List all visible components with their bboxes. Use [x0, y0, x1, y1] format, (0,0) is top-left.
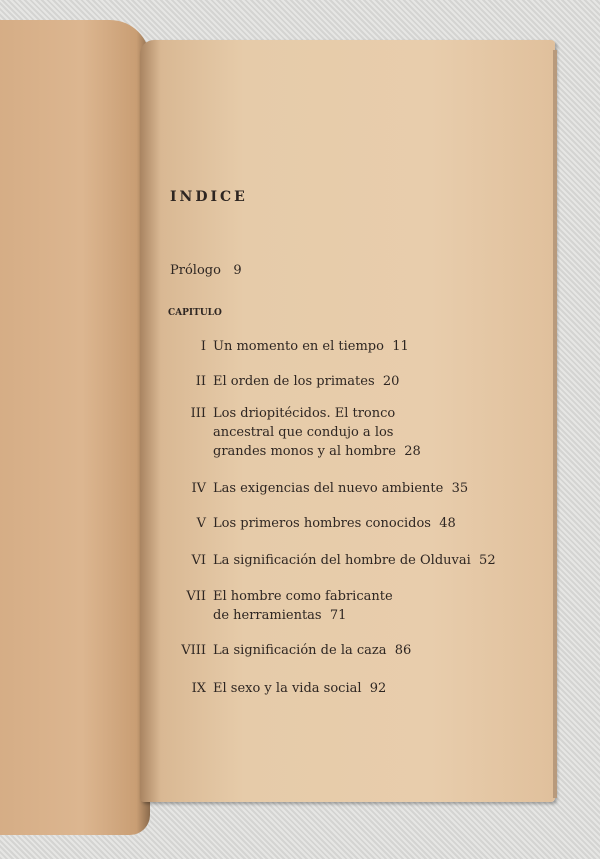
prologue-entry — [170, 261, 242, 280]
chapter-page: 35 — [451, 481, 469, 496]
chapter-page: 20 — [382, 374, 400, 389]
chapter-numeral: I — [200, 339, 206, 354]
page-edge — [553, 50, 557, 798]
toc-entry-line — [213, 606, 346, 625]
chapter-title: de herramientas — [213, 608, 322, 623]
left-page — [0, 20, 150, 835]
chapter-title: ancestral que condujo a los — [213, 425, 394, 440]
chapter-title: El sexo y la vida social — [213, 681, 362, 696]
prologue-label: Prólogo — [170, 263, 221, 278]
chapter-numeral: VII — [186, 589, 206, 604]
chapter-title: grandes monos y al hombre — [213, 444, 396, 459]
chapter-page: 86 — [394, 643, 412, 658]
toc-entry-line — [213, 337, 409, 356]
toc-entry-line — [213, 587, 393, 606]
chapter-numeral: III — [190, 406, 206, 421]
page-title: INDICE — [170, 189, 248, 205]
chapter-title: Los primeros hombres conocidos — [213, 516, 431, 531]
chapter-title: El orden de los primates — [213, 374, 375, 389]
toc-entry-line — [213, 479, 468, 498]
toc-entry-line — [213, 372, 399, 391]
chapter-page: 71 — [329, 608, 347, 623]
toc-entry-line — [213, 404, 395, 423]
toc-entry-line — [213, 442, 421, 461]
toc-entry-line — [213, 641, 411, 660]
toc-entry-line — [213, 514, 456, 533]
toc-entry-line — [213, 551, 496, 570]
chapter-title: La significación de la caza — [213, 643, 387, 658]
chapter-title: El hombre como fabricante — [213, 589, 393, 604]
chapter-numeral: VI — [191, 553, 206, 568]
prologue-page: 9 — [233, 263, 242, 278]
chapter-title: La significación del hombre de Olduvai — [213, 553, 471, 568]
chapter-page: 28 — [404, 444, 421, 459]
chapter-title: Un momento en el tiempo — [213, 339, 384, 354]
chapter-numeral: VIII — [181, 643, 206, 658]
chapter-page: 11 — [392, 339, 409, 354]
chapter-numeral: IX — [191, 681, 206, 696]
chapter-title: Las exigencias del nuevo ambiente — [213, 481, 444, 496]
chapter-numeral: V — [196, 516, 206, 531]
section-label: CAPITULO — [168, 308, 222, 318]
chapter-page: 92 — [369, 681, 387, 696]
chapter-numeral: II — [195, 374, 206, 389]
toc-entry-line — [213, 423, 393, 442]
chapter-page: 52 — [479, 553, 496, 568]
chapter-page: 48 — [439, 516, 456, 531]
chapter-numeral: IV — [191, 481, 206, 496]
toc-entry-line — [213, 679, 386, 698]
chapter-title: Los driopitécidos. El tronco — [213, 406, 396, 421]
